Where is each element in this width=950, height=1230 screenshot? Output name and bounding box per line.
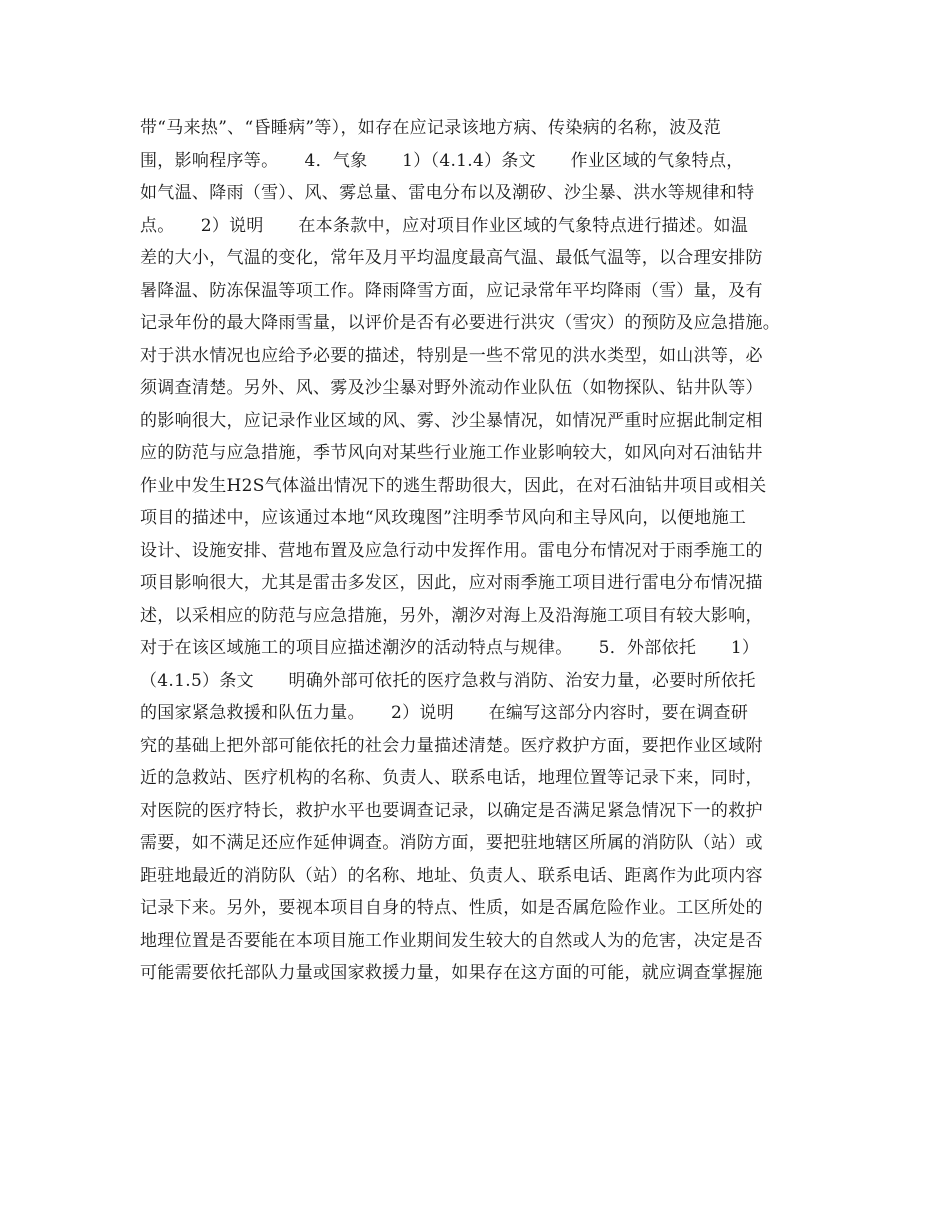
text-line: 可能需要依托部队力量或国家救援力量，如果存在这方面的可能，就应调查掌握施 (140, 963, 763, 983)
text-line: 作业中发生H2S气体溢出情况下的逃生帮助很大，因此，在对石油钻井项目或相关 (140, 475, 767, 496)
text-line: 记录年份的最大降雨雪量，以评价是否有必要进行洪灾（雪灾）的预防及应急措施。 (140, 313, 781, 333)
text-line: 地理位置是否要能在本项目施工作业期间发生较大的自然或人为的危害，决定是否 (140, 930, 763, 951)
text-line: 项目的描述中，应该通过本地“风玫瑰图”注明季节风向和主导风向，以便地施工 (140, 508, 747, 528)
text-line: 须调查清楚。另外、风、雾及沙尘暴对野外流动作业队伍（如物探队、钻井队等） (140, 378, 763, 398)
text-line: 点。 2）说明 在本条款中，应对项目作业区域的气象特点进行描述。如温 (140, 215, 749, 236)
text-line: 项目影响很大，尤其是雷击多发区，因此，应对雨季施工项目进行雷电分布情况描 (140, 573, 763, 593)
text-line: 对于在该区域施工的项目应描述潮汐的活动特点与规律。 5．外部依托 1） (140, 638, 760, 658)
text-line: 对医院的医疗特长，救护水平也要调查记录，以确定是否满足紧急情况下一的救护 (140, 800, 763, 821)
text-line: 近的急救站、医疗机构的名称、负责人、联系电话，地理位置等记录下来，同时， (140, 768, 763, 788)
body-text (140, 112, 830, 990)
text-line: 暑降温、防冻保温等项工作。降雨降雪方面，应记录常年平均降雨（雪）量，及有 (140, 280, 763, 301)
text-line: 对于洪水情况也应给予必要的描述，特别是一些不常见的洪水类型，如山洪等，必 (140, 345, 763, 366)
text-line: 带“马来热”、“昏睡病”等），如存在应记录该地方病、传染病的名称，波及范 (140, 118, 722, 138)
text-line: 的国家紧急救援和队伍力量。 2）说明 在编写这部分内容时，要在调查研 (140, 703, 749, 723)
text-line: 究的基础上把外部可能依托的社会力量描述清楚。医疗救护方面，要把作业区域附 (140, 735, 763, 756)
text-line: 设计、设施安排、营地布置及应急行动中发挥作用。雷电分布情况对于雨季施工的 (140, 540, 763, 561)
text-line: 需要，如不满足还应作延伸调查。消防方面，要把驻地辖区所属的消防队（站）或 (140, 833, 763, 853)
text-line: 如气温、降雨（雪）、风、雾总量、雷电分布以及潮矽、沙尘暴、洪水等规律和特 (140, 183, 755, 203)
text-line: （4.1.5）条文 明确外部可依托的医疗急救与消防、治安力量，必要时所依托 (140, 670, 756, 691)
text-line: 的影响很大，应记录作业区域的风、雾、沙尘暴情况，如情况严重时应据此制定相 (140, 410, 763, 431)
text-line: 距驻地最近的消防队（站）的名称、地址、负责人、联系电话、距离作为此项内容 (140, 865, 763, 886)
text-line: 差的大小，气温的变化，常年及月平均温度最高气温、最低气温等，以合理安排防 (140, 248, 763, 268)
text-line: 应的防范与应急措施，季节风向对某些行业施工作业影响较大，如风向对石油钻井 (140, 443, 763, 463)
text-line: 围，影响程序等。 4．气象 1）（4.1.4）条文 作业区域的气象特点， (140, 150, 744, 171)
text-line: 述，以采相应的防范与应急措施，另外，潮汐对海上及沿海施工项目有较大影响， (140, 605, 763, 626)
text-line: 记录下来。另外，要视本项目自身的特点、性质，如是否属危险作业。工区所处的 (140, 898, 763, 918)
